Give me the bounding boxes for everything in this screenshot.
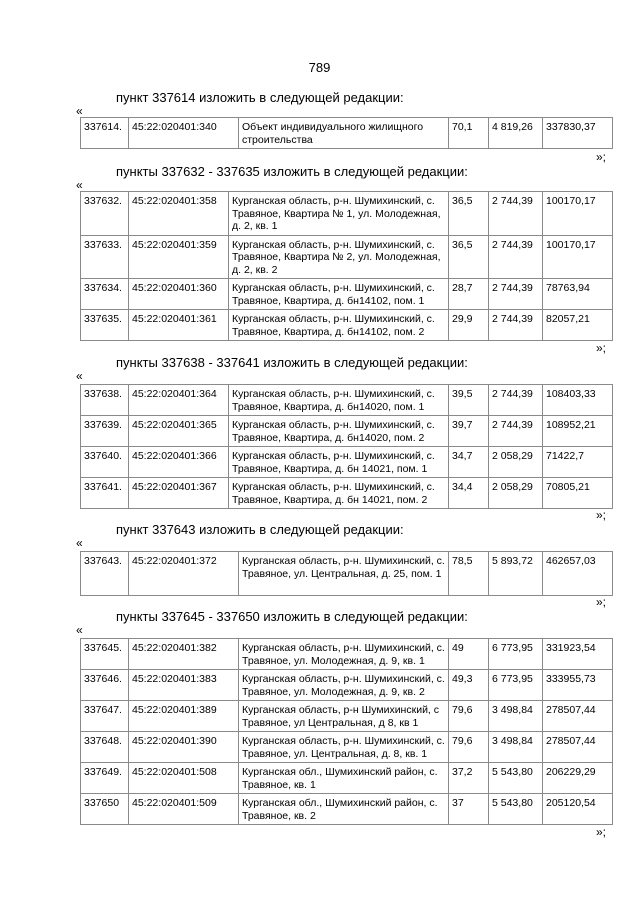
object-address: Курганская область, р-н Шумихинский, с Травяное, ул Центральная, д 8, кв 1 — [239, 701, 449, 732]
cadastral-value: 70805,21 — [543, 478, 613, 509]
cadastral-number: 45:22:020401:366 — [129, 447, 229, 478]
object-address: Курганская область, р-н. Шумихинский, с. Травяное, Квартира, д. бн14020, пом. 1 — [229, 385, 449, 416]
specific-value: 2 058,29 — [489, 478, 543, 509]
table-row — [81, 235, 613, 279]
object-address: Курганская область, р-н. Шумихинский, с. Травяное, Квартира № 1, ул. Молодежная, д. 2, кв. 1 — [229, 192, 449, 236]
data-table — [80, 191, 613, 341]
row-number: 337643. — [81, 552, 129, 596]
cadastral-number: 45:22:020401:390 — [129, 732, 239, 763]
specific-value: 3 498,84 — [489, 701, 543, 732]
opening-quote: « — [76, 178, 83, 192]
area-value: 34,7 — [449, 447, 489, 478]
area-value: 37,2 — [449, 763, 489, 794]
cadastral-number: 45:22:020401:360 — [129, 279, 229, 310]
specific-value: 6 773,95 — [489, 639, 543, 670]
cadastral-value: 206229,29 — [543, 763, 613, 794]
table-row — [81, 794, 613, 825]
object-address: Курганская область, р-н. Шумихинский, с. Травяное, ул. Молодежная, д. 9, кв. 1 — [239, 639, 449, 670]
area-value: 36,5 — [449, 192, 489, 236]
area-value: 37 — [449, 794, 489, 825]
table-row — [81, 310, 613, 341]
cadastral-value: 82057,21 — [543, 310, 613, 341]
opening-quote: « — [76, 623, 83, 637]
row-number: 337634. — [81, 279, 129, 310]
area-value: 28,7 — [449, 279, 489, 310]
row-number: 337646. — [81, 670, 129, 701]
row-number: 337632. — [81, 192, 129, 236]
closing-quote: »; — [596, 150, 607, 164]
object-address: Курганская область, р-н. Шумихинский, с. Травяное, Квартира, д. бн14102, пом. 2 — [229, 310, 449, 341]
cadastral-number: 45:22:020401:367 — [129, 478, 229, 509]
specific-value: 6 773,95 — [489, 670, 543, 701]
closing-quote: »; — [596, 595, 607, 609]
row-number: 337649. — [81, 763, 129, 794]
specific-value: 2 058,29 — [489, 447, 543, 478]
cadastral-number: 45:22:020401:364 — [129, 385, 229, 416]
cadastral-number: 45:22:020401:358 — [129, 192, 229, 236]
cadastral-number: 45:22:020401:340 — [129, 118, 239, 149]
cadastral-value: 205120,54 — [543, 794, 613, 825]
section-heading: пункты 337632 - 337635 изложить в следующей редакции: — [116, 164, 468, 179]
specific-value: 5 543,80 — [489, 794, 543, 825]
specific-value: 5 543,80 — [489, 763, 543, 794]
data-table — [80, 117, 613, 149]
row-number: 337645. — [81, 639, 129, 670]
row-number: 337633. — [81, 235, 129, 279]
specific-value: 2 744,39 — [489, 279, 543, 310]
cadastral-number: 45:22:020401:372 — [129, 552, 239, 596]
cadastral-value: 333955,73 — [543, 670, 613, 701]
area-value: 29,9 — [449, 310, 489, 341]
closing-quote: »; — [596, 825, 607, 839]
row-number: 337614. — [81, 118, 129, 149]
object-address: Курганская область, р-н. Шумихинский, с. Травяное, Квартира № 2, ул. Молодежная, д. 2, кв. 2 — [229, 235, 449, 279]
cadastral-value: 71422,7 — [543, 447, 613, 478]
area-value: 39,5 — [449, 385, 489, 416]
section-heading: пункт 337614 изложить в следующей редакции: — [116, 90, 404, 105]
object-address: Объект индивидуального жилищного строительства — [239, 118, 449, 149]
table-row — [81, 670, 613, 701]
object-address: Курганская область, р-н. Шумихинский, с. Травяное, Квартира, д. бн14020, пом. 2 — [229, 416, 449, 447]
cadastral-number: 45:22:020401:383 — [129, 670, 239, 701]
closing-quote: »; — [596, 508, 607, 522]
row-number: 337639. — [81, 416, 129, 447]
table-row — [81, 416, 613, 447]
cadastral-value: 331923,54 — [543, 639, 613, 670]
specific-value: 2 744,39 — [489, 385, 543, 416]
specific-value: 2 744,39 — [489, 235, 543, 279]
data-table — [80, 638, 613, 825]
object-address: Курганская обл., Шумихинский район, с. Травяное, кв. 1 — [239, 763, 449, 794]
area-value: 49 — [449, 639, 489, 670]
cadastral-value: 108403,33 — [543, 385, 613, 416]
closing-quote: »; — [596, 341, 607, 355]
row-number: 337641. — [81, 478, 129, 509]
opening-quote: « — [76, 104, 83, 118]
opening-quote: « — [76, 536, 83, 550]
cadastral-number: 45:22:020401:365 — [129, 416, 229, 447]
table-row — [81, 639, 613, 670]
area-value: 39,7 — [449, 416, 489, 447]
cadastral-value: 108952,21 — [543, 416, 613, 447]
cadastral-number: 45:22:020401:508 — [129, 763, 239, 794]
data-table — [80, 551, 613, 596]
object-address: Курганская область, р-н. Шумихинский, с. Травяное, Квартира, д. бн14102, пом. 1 — [229, 279, 449, 310]
table-row — [81, 279, 613, 310]
row-number: 337640. — [81, 447, 129, 478]
specific-value: 4 819,26 — [489, 118, 543, 149]
row-number: 337648. — [81, 732, 129, 763]
cadastral-value: 278507,44 — [543, 732, 613, 763]
cadastral-number: 45:22:020401:389 — [129, 701, 239, 732]
row-number: 337647. — [81, 701, 129, 732]
object-address: Курганская область, р-н. Шумихинский, с. Травяное, Квартира, д. бн 14021, пом. 2 — [229, 478, 449, 509]
area-value: 78,5 — [449, 552, 489, 596]
area-value: 49,3 — [449, 670, 489, 701]
area-value: 70,1 — [449, 118, 489, 149]
area-value: 34,4 — [449, 478, 489, 509]
object-address: Курганская область, р-н. Шумихинский, с. Травяное, ул. Центральная, д. 25, пом. 1 — [239, 552, 449, 596]
section-heading: пункты 337638 - 337641 изложить в следующей редакции: — [116, 355, 468, 370]
opening-quote: « — [76, 369, 83, 383]
cadastral-value: 100170,17 — [543, 192, 613, 236]
table-row — [81, 385, 613, 416]
section-heading: пункты 337645 - 337650 изложить в следующей редакции: — [116, 609, 468, 624]
cadastral-number: 45:22:020401:359 — [129, 235, 229, 279]
object-address: Курганская область, р-н. Шумихинский, с. Травяное, ул. Центральная, д. 8, кв. 1 — [239, 732, 449, 763]
specific-value: 2 744,39 — [489, 416, 543, 447]
area-value: 79,6 — [449, 732, 489, 763]
table-row — [81, 118, 613, 149]
cadastral-number: 45:22:020401:361 — [129, 310, 229, 341]
section-heading: пункт 337643 изложить в следующей редакции: — [116, 522, 404, 537]
table-row — [81, 552, 613, 596]
object-address: Курганская область, р-н. Шумихинский, с. Травяное, Квартира, д. бн 14021, пом. 1 — [229, 447, 449, 478]
table-row — [81, 732, 613, 763]
cadastral-number: 45:22:020401:509 — [129, 794, 239, 825]
cadastral-value: 78763,94 — [543, 279, 613, 310]
table-row — [81, 701, 613, 732]
row-number: 337638. — [81, 385, 129, 416]
row-number: 337650 — [81, 794, 129, 825]
cadastral-value: 462657,03 — [543, 552, 613, 596]
specific-value: 3 498,84 — [489, 732, 543, 763]
specific-value: 2 744,39 — [489, 192, 543, 236]
table-row — [81, 447, 613, 478]
cadastral-number: 45:22:020401:382 — [129, 639, 239, 670]
table-row — [81, 192, 613, 236]
area-value: 36,5 — [449, 235, 489, 279]
specific-value: 2 744,39 — [489, 310, 543, 341]
table-row — [81, 763, 613, 794]
object-address: Курганская обл., Шумихинский район, с. Травяное, кв. 2 — [239, 794, 449, 825]
object-address: Курганская область, р-н. Шумихинский, с. Травяное, ул. Молодежная, д. 9, кв. 2 — [239, 670, 449, 701]
table-row — [81, 478, 613, 509]
cadastral-value: 100170,17 — [543, 235, 613, 279]
area-value: 79,6 — [449, 701, 489, 732]
cadastral-value: 278507,44 — [543, 701, 613, 732]
page-number: 789 — [308, 60, 331, 75]
row-number: 337635. — [81, 310, 129, 341]
cadastral-value: 337830,37 — [543, 118, 613, 149]
data-table — [80, 384, 613, 509]
specific-value: 5 893,72 — [489, 552, 543, 596]
